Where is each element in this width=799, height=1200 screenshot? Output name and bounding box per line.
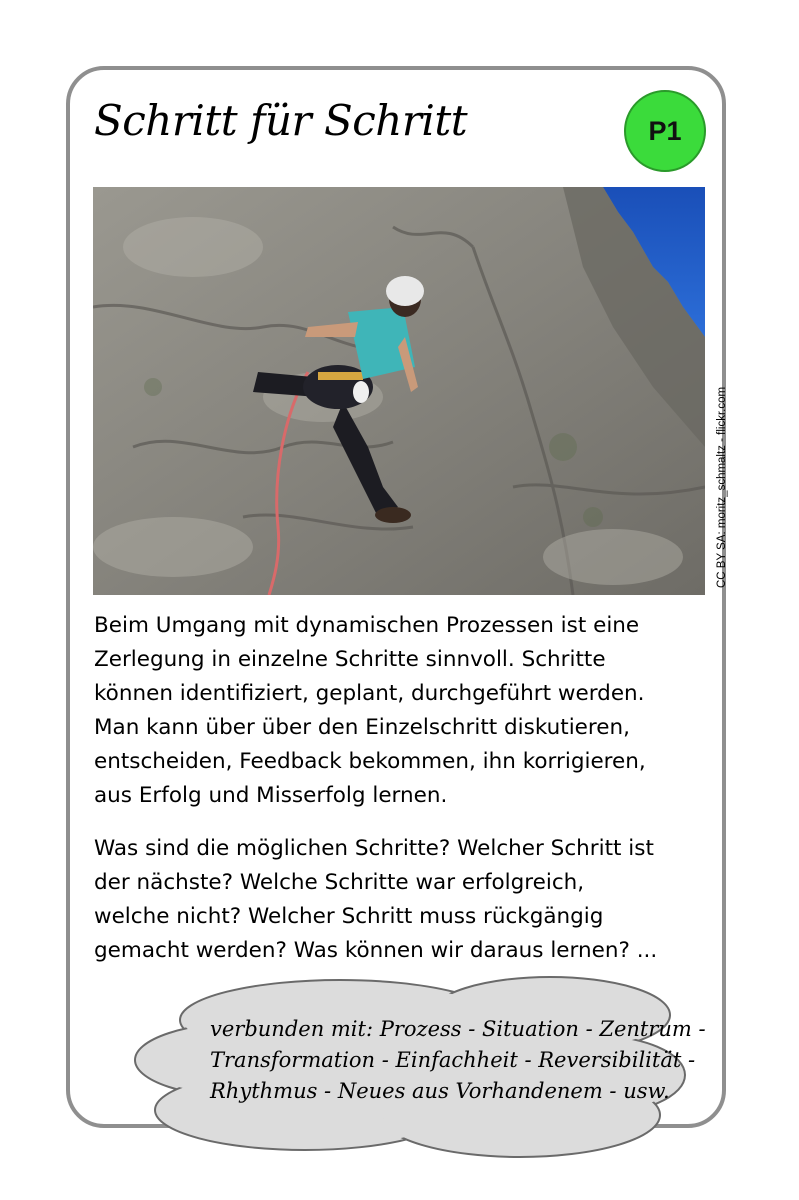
photo-credit: CC BY SA: moritz_schmaltz - flickr.com: [716, 386, 728, 588]
text-line: Zerlegung in einzelne Schritte sinnvoll. Schritte: [94, 647, 606, 672]
questions-paragraph: [94, 832, 734, 968]
cloud-line: Rhythmus - Neues aus Vorhandenem - usw.: [210, 1079, 670, 1103]
cloud-line: Transformation - Einfachheit - Reversibilität -: [210, 1048, 696, 1072]
climber-photo: [93, 187, 705, 595]
text-line: können identifiziert, geplant, durchgeführt werden.: [94, 681, 645, 706]
card-badge: P1: [624, 90, 706, 172]
related-concepts: [210, 1014, 706, 1107]
text-line: entscheiden, Feedback bekommen, ihn korrigieren,: [94, 749, 646, 774]
text-line: der nächste? Welche Schritte war erfolgreich,: [94, 870, 585, 895]
text-line: gemacht werden? Was können wir daraus lernen? ...: [94, 938, 658, 963]
text-line: welche nicht? Welcher Schritt muss rückgängig: [94, 904, 604, 929]
text-line: Beim Umgang mit dynamischen Prozessen ist eine: [94, 613, 640, 638]
text-line: aus Erfolg und Misserfolg lernen.: [94, 783, 448, 808]
description-paragraph: [94, 609, 734, 813]
text-line: Was sind die möglichen Schritte? Welcher Schritt ist: [94, 836, 654, 861]
cloud-line: verbunden mit: Prozess - Situation - Zentrum -: [210, 1017, 706, 1041]
text-line: Man kann über über den Einzelschritt diskutieren,: [94, 715, 630, 740]
card-title: Schritt für Schritt: [94, 96, 468, 145]
